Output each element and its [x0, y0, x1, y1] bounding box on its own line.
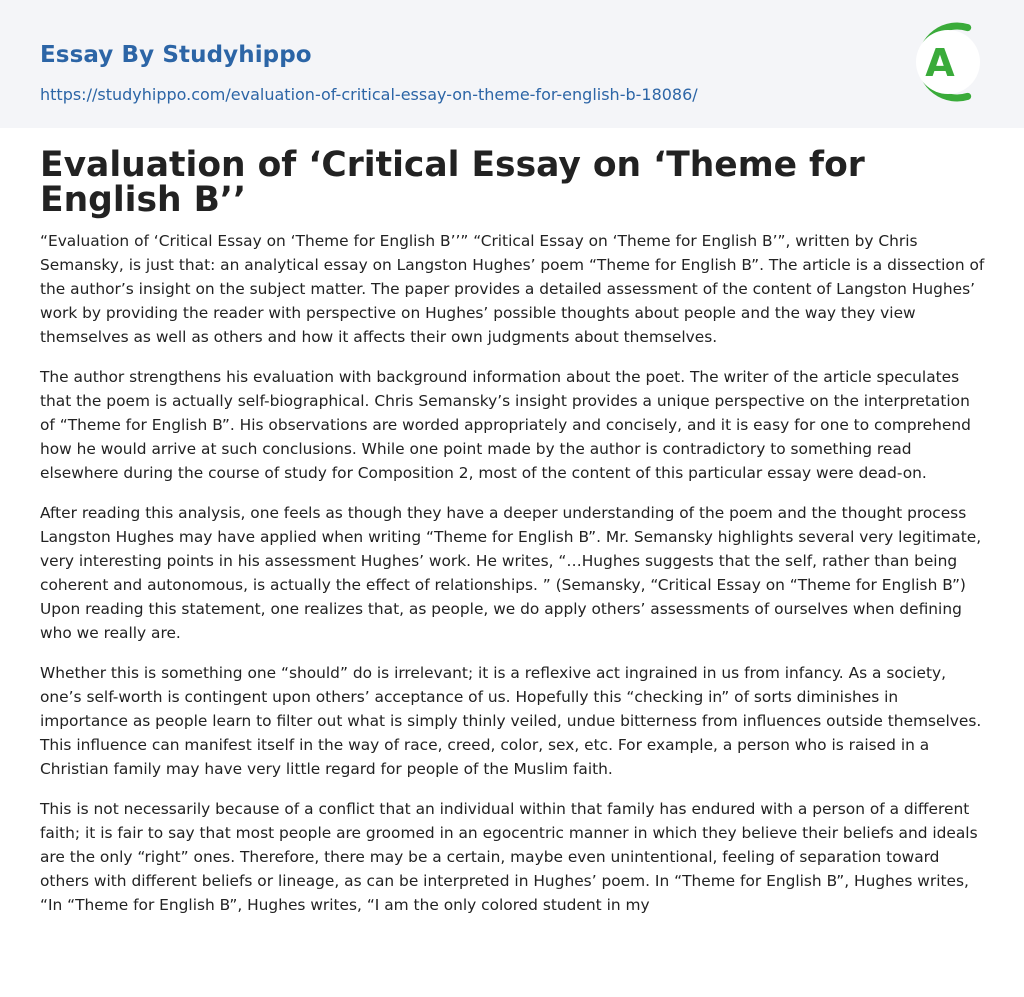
svg-text:A: A [925, 41, 955, 85]
source-url-link[interactable]: https://studyhippo.com/evaluation-of-critical-essay-on-theme-for-english-b-18086/ [40, 85, 698, 104]
article-paragraph: “Evaluation of ‘Critical Essay on ‘Theme for English B’’” “Critical Essay on ‘Theme for English B’”, written by Chris Semansky, is just that: an analytical essay on Langston Hughes’ poem “Theme for English B”. The article is a dissection of the author’s insight on the subject matter. The paper provides a detailed assessment of the content of Langston Hughes’ work by providing the reader with perspective on Hughes’ possible thoughts about people and the way they view themselves as well as others and how it affects their own judgments about themselves. [40, 232, 985, 346]
article-paragraph: The author strengthens his evaluation with background information about the poet. The writer of the article speculates that the poem is actually self-biographical. Chris Semansky’s insight provides a unique perspective on the interpretation of “Theme for English B”. His observations are worded appropriately and concisely, and it is easy for one to comprehend how he would arrive at such conclusions. While one point made by the author is contradictory to something read elsewhere during the course of study for Composition 2, most of the content of this particular essay were dead-on. [40, 368, 971, 482]
site-title[interactable]: Essay By Studyhippo [40, 42, 312, 68]
article-title: Evaluation of ‘Critical Essay on ‘Theme for English B’’ [40, 145, 865, 220]
article-paragraph: After reading this analysis, one feels as though they have a deeper understanding of the poem and the thought process Langston Hughes may have applied when writing “Theme for English B”. Mr. Semansky highlights several very legitimate, very interesting points in his assessment Hughes’ work. He writes, “…Hughes suggests that the self, rather than being coherent and autonomous, is actually the effect of relationships. ” (Semansky, “Critical Essay on “Theme for English B”) Upon reading this statement, one realizes that, as people, we do apply others’ assessments of ourselves when defining who we really are. [40, 504, 982, 642]
article-paragraph: Whether this is something one “should” do is irrelevant; it is a reflexive act ingrained in us from infancy. As a society, one’s self-worth is contingent upon others’ acceptance of us. Hopefully this “checking in” of sorts diminishes in importance as people learn to filter out what is simply thinly veiled, undue bitterness from influences outside themselves. This influence can manifest itself in the way of race, creed, color, sex, etc. For example, a person who is raised in a Christian family may have very little regard for people of the Muslim faith. [40, 664, 982, 778]
article-paragraph: This is not necessarily because of a conflict that an individual within that family has endured with a person of a different faith; it is fair to say that most people are groomed in an egocentric manner in which they believe their beliefs and ideals are the only “right” ones. Therefore, there may be a certain, maybe even unintentional, feeling of separation toward others with different beliefs or lineage, as can be interpreted in Hughes’ poem. In “Theme for English B”, Hughes writes, “In “Theme for English B”, Hughes writes, “I am the only colored student in my [40, 800, 978, 914]
studyhippo-logo-icon[interactable] [906, 18, 990, 106]
article-body [40, 229, 988, 933]
site-header [0, 0, 1024, 128]
